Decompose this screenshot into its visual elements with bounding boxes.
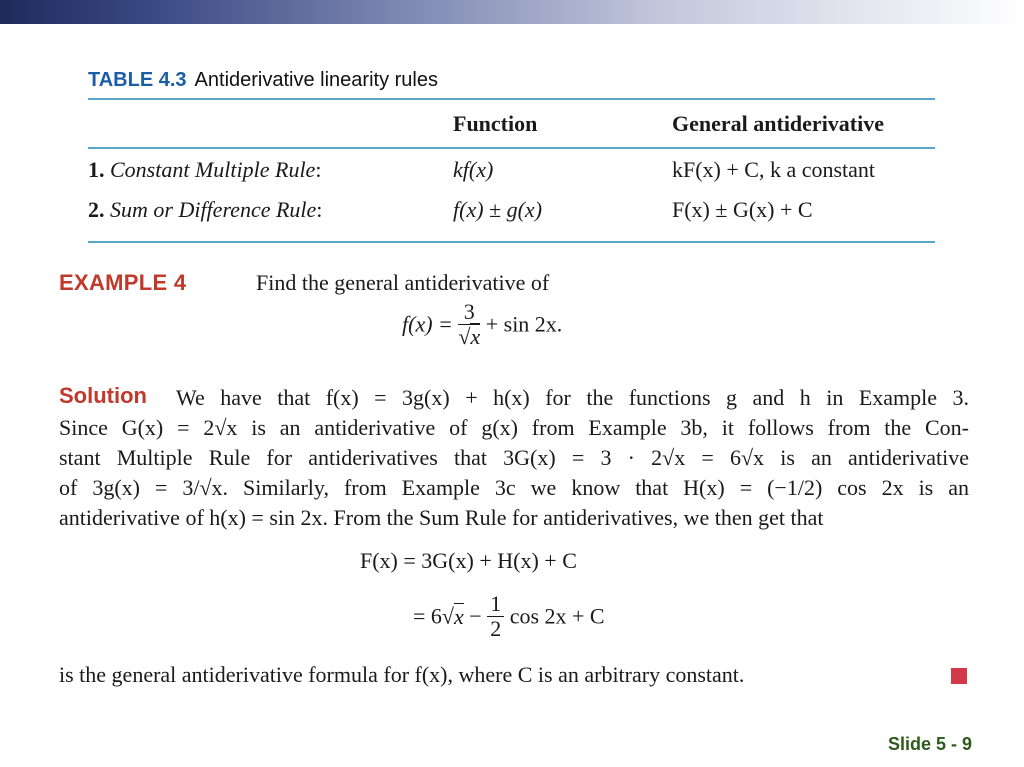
rule-1-colon: : bbox=[315, 157, 322, 182]
equation-2 bbox=[413, 592, 605, 641]
solution-line-5: antiderivative of h(x) = sin 2x. From the Sum Rule for antiderivatives, we then get that bbox=[59, 505, 824, 530]
formula-radicand: x bbox=[470, 324, 481, 350]
formula-numerator: 3 bbox=[458, 300, 480, 325]
header-function: Function bbox=[453, 111, 538, 136]
solution-line-4: of 3g(x) = 3/√x. Similarly, from Example 3c we know that H(x) = (−1/2) cos 2x is an bbox=[59, 475, 969, 500]
table-number: TABLE 4.3 bbox=[88, 69, 187, 91]
rule-2-label: Sum or Difference Rule bbox=[110, 197, 317, 222]
rule-1-label: Constant Multiple Rule bbox=[110, 157, 316, 182]
top-gradient-bar bbox=[0, 0, 1024, 24]
formula-lhs: f(x) = bbox=[402, 311, 453, 337]
eq2-minus: − bbox=[469, 603, 482, 629]
rule-1-number: 1. bbox=[88, 157, 105, 182]
solution-paragraph bbox=[59, 383, 969, 533]
end-of-proof-square bbox=[951, 668, 967, 684]
formula-rest: + sin 2x. bbox=[485, 311, 563, 337]
example-label: EXAMPLE 4 bbox=[59, 270, 187, 295]
rule-2-colon: : bbox=[316, 197, 323, 222]
eq2-sqrt: √x bbox=[441, 603, 464, 629]
closing-sentence: is the general antiderivative formula for f(x), where C is an arbitrary constant. bbox=[59, 662, 745, 687]
example-formula bbox=[402, 300, 562, 349]
rule-2-name bbox=[88, 197, 322, 223]
example-prompt: Find the general antiderivative of bbox=[256, 270, 550, 295]
eq2-numerator: 1 bbox=[487, 592, 504, 617]
eq2-lead: = 6 bbox=[413, 603, 442, 629]
rule-1-name bbox=[88, 157, 321, 183]
eq2-fraction bbox=[487, 592, 504, 641]
solution-line-2: Since G(x) = 2√x is an antiderivative of g(x) from Example 3b, it follows from the Con- bbox=[59, 415, 969, 440]
table-rule-top bbox=[88, 98, 935, 100]
solution-line-3: stant Multiple Rule for antiderivatives that 3G(x) = 3 · 2√x = 6√x is an antiderivative bbox=[59, 445, 969, 470]
header-general-antiderivative: General antiderivative bbox=[672, 111, 885, 136]
slide-number: Slide 5 - 9 bbox=[887, 734, 972, 754]
formula-denominator: √x bbox=[458, 324, 481, 350]
eq2-denominator: 2 bbox=[490, 616, 502, 642]
rule-1-general: kF(x) + C, k a constant bbox=[672, 157, 876, 182]
table-title-text: Antiderivative linearity rules bbox=[194, 69, 438, 91]
rule-1-function: kf(x) bbox=[453, 157, 494, 182]
rule-2-general: F(x) ± G(x) + C bbox=[672, 197, 813, 222]
table-title bbox=[88, 69, 438, 92]
table-rule-bottom bbox=[88, 241, 935, 243]
solution-line-1: We have that f(x) = 3g(x) + h(x) for the functions g and h in Example 3. bbox=[176, 385, 969, 410]
formula-fraction bbox=[458, 300, 480, 349]
rule-2-function: f(x) ± g(x) bbox=[453, 197, 543, 222]
eq2-tail: cos 2x + C bbox=[509, 603, 605, 629]
solution-label: Solution bbox=[59, 383, 147, 408]
table-rule-middle bbox=[88, 147, 935, 149]
rule-2-number: 2. bbox=[88, 197, 105, 222]
eq2-radicand: x bbox=[454, 603, 464, 629]
equation-1: F(x) = 3G(x) + H(x) + C bbox=[360, 548, 577, 573]
